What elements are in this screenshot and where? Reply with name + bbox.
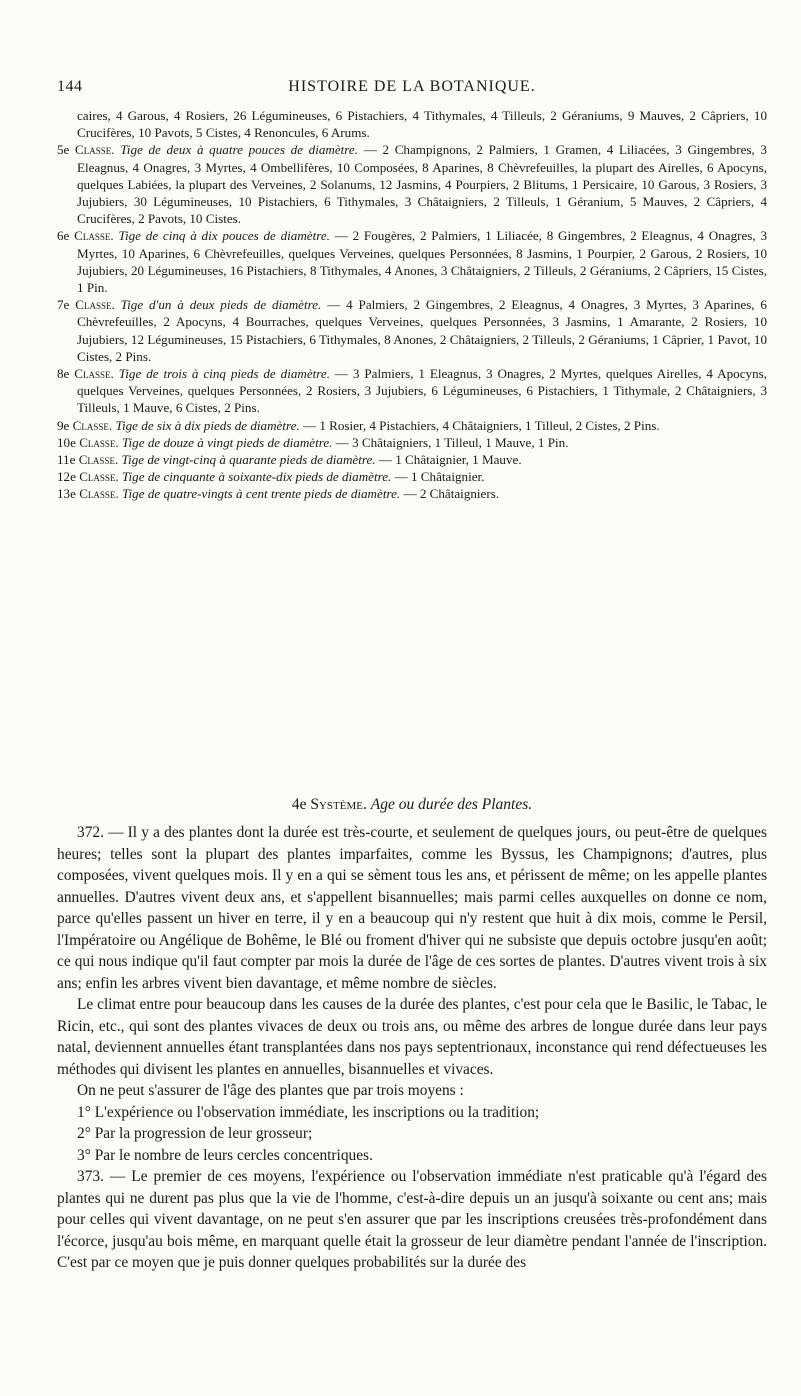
section-number: 4e — [291, 796, 307, 813]
class-number: 5e — [57, 142, 70, 158]
body-text — [57, 822, 767, 1274]
paragraph: 373. — Le premier de ces moyens, l'expérience ou l'observation immédiate n'est praticable qu'à l'égard des plantes qui ne durent pas plus que la vie de l'homme, c'est-à-dire depuis un an jusqu'à soixante ou cent ans; mais pour celles qui vivent davantage, on ne peut s'en assurer que par les inscriptions creusées très-profondément dans l'écorce, jusqu'au bois même, en marquant quelle était la grosseur de leur diamètre pendant l'année de l'inscription. C'est par ce moyen que je puis donner quelques probabilités sur la durée des — [57, 1168, 767, 1271]
class-text: — 1 Châtaignier, 1 Mauve. — [378, 452, 522, 468]
class-label: Classe. — [74, 228, 114, 244]
class-entry — [57, 485, 767, 502]
paragraph: Le climat entre pour beaucoup dans les causes de la durée des plantes, c'est pour cela que le Basilic, le Tabac, le Ricin, etc., qui sont des plantes vivaces de deux ou trois ans, ou même des arbres de longue durée dans leur pays natal, deviennent annuelles étant transplantées dans nos pays septentrionaux, inconstance qui rend défectueuses les méthodes qui divisent les plantes en annuelles, bisannuelles et vivaces. — [57, 996, 767, 1078]
class-title: Tige de deux à quatre pouces de diamètre. — [120, 142, 358, 158]
class-label: Classe. — [72, 417, 113, 433]
class-entry — [57, 468, 767, 485]
class-entry — [57, 227, 767, 296]
class-number: 6e — [57, 228, 70, 244]
class-title: Tige d'un à deux pieds de diamètre. — [120, 297, 322, 313]
class-entry — [57, 417, 767, 434]
class-text: — 1 Rosier, 4 Pistachiers, 4 Châtaigniers, 1 Tilleul, 2 Cistes, 2 Pins. — [302, 417, 660, 433]
class-title: Tige de six à dix pieds de diamètre. — [115, 417, 300, 433]
class-entry — [57, 365, 767, 417]
class-text: — 3 Palmiers, 1 Eleagnus, 3 Onagres, 2 Myrtes, quelques Airelles, 4 Apocyns, quelques Verveines, quelques Personnées, 2 Rosiers, 3 Jujubiers, 6 Légumineuses, 6 Pistachiers, 1 Tithymale, 2 Châtaigniers, 3 Tilleuls, 1 Mauve, 6 Cistes, 2 Pins. — [77, 366, 767, 416]
class-text: — 2 Châtaigniers. — [403, 486, 500, 502]
paragraph: 1° L'expérience ou l'observation immédiate, les inscriptions ou la tradition; — [77, 1103, 540, 1121]
section-heading — [57, 796, 767, 814]
page-number: 144 — [57, 78, 83, 95]
class-entry — [57, 296, 767, 365]
class-text: — 3 Châtaigniers, 1 Tilleul, 1 Mauve, 1 Pin. — [335, 434, 569, 450]
section-label: Système. — [310, 796, 367, 813]
paragraph: 3° Par le nombre de leurs cercles concentriques. — [77, 1146, 373, 1164]
class-text: — 4 Palmiers, 2 Gingembres, 2 Eleagnus, 4 Onagres, 3 Myrtes, 3 Aparines, 6 Chèvrefeuilles, 2 Apocyns, 4 Bourraches, quelques Verveines, quelques Personnées, 3 Jasmins, 1 Amarante, 2 Rosiers, 10 Jujubiers, 12 Légumineuses, 15 Pistachiers, 6 Tithymales, 8 Anones, 2 Châtaigniers, 2 Tilleuls, 2 Géraniums, 1 Câprier, 1 Pavot, 10 Cistes, 2 Pins. — [77, 297, 767, 364]
class-number: 10e — [57, 434, 76, 450]
class-label: Classe. — [79, 434, 119, 450]
page-header — [57, 78, 767, 100]
class-text: — 1 Châtaignier. — [394, 469, 485, 485]
class-entry — [57, 451, 767, 468]
class-number: 7e — [57, 297, 70, 313]
class-text: — 2 Champignons, 2 Palmiers, 1 Gramen, 4 Liliacées, 3 Gingembres, 3 Eleagnus, 4 Onagres, 3 Myrtes, 4 Ombellifères, 10 Composées, 8 Aparines, 8 Chèvrefeuilles, la plupart des Airelles, 6 Apocyns, quelques Labiées, la plupart des Verveines, 2 Solanums, 12 Jasmins, 4 Pourpiers, 2 Blitums, 1 Persicaire, 10 Garous, 3 Rosiers, 3 Jujubiers, 30 Légumineuses, 10 Pistachiers, 6 Tithymales, 3 Châtaigniers, 2 Tilleuls, 1 Géranium, 5 Mauves, 2 Câpriers, 4 Crucifères, 2 Pavots, 10 Cistes. — [77, 142, 767, 227]
class-number: 11e — [57, 452, 76, 468]
class-label: Classe. — [79, 486, 119, 502]
class-label: Classe. — [78, 452, 119, 468]
class-continuation: caires, 4 Garous, 4 Rosiers, 26 Légumineuses, 6 Pistachiers, 4 Tithymales, 4 Tilleuls, 2 Géraniums, 9 Mauves, 2 Câpriers, 10 Crucifères, 10 Pavots, 5 Cistes, 4 Renoncules, 6 Arums. — [77, 108, 767, 141]
class-number: 13e — [57, 486, 76, 502]
class-title: Tige de cinquante à soixante-dix pieds de diamètre. — [121, 469, 392, 485]
class-title: Tige de trois à cinq pieds de diamètre. — [118, 366, 330, 382]
paragraph: 2° Par la progression de leur grosseur; — [77, 1125, 313, 1142]
class-label: Classe. — [79, 469, 119, 485]
class-number: 12e — [57, 469, 76, 485]
class-title: Tige de cinq à dix pouces de diamètre. — [118, 228, 330, 244]
class-list — [57, 107, 767, 503]
class-label: Classe. — [75, 297, 115, 313]
paragraph: 372. — Il y a des plantes dont la durée est très-courte, et seulement de quelques jours, ou peut-être de quelques heures; telles sont la plupart des plantes imparfaites, comme les Byssus, les Champignons; d'autres, plus composées, vivent quelques mois. Il y en a qui se sèment tous les ans, et périssent de même; on les appelle plantes annuelles. D'autres vivent deux ans, et s'appellent bisannuelles; mais parmi celles auxquelles on donne ce nom, parce qu'elles passent un hiver en terre, il y en a beaucoup qui n'y restent que huit à dix mois, comme le Persil, l'Impératoire ou Angélique de Bohême, le Blé ou froment d'hiver qui ne subsiste que depuis octobre jusqu'en août; ce qui nous indique qu'il faut compter par mois la durée de l'âge de ces sortes de plantes. D'autres vivent trois à six ans; enfin les arbres vivent bien davantage, et même nombre de siècles. — [57, 824, 767, 992]
class-number: 9e — [57, 417, 70, 433]
class-label: Classe. — [74, 366, 114, 382]
class-number: 8e — [57, 366, 70, 382]
paragraph: On ne peut s'assurer de l'âge des plantes que par trois moyens : — [77, 1082, 464, 1099]
running-title: HISTOIRE DE LA BOTANIQUE. — [288, 78, 536, 95]
class-entry — [57, 434, 767, 451]
class-label: Classe. — [75, 142, 115, 158]
class-title: Tige de vingt-cinq à quarante pieds de diamètre. — [121, 452, 376, 468]
section-title: Age ou durée des Plantes. — [370, 796, 533, 813]
class-text: — 2 Fougères, 2 Palmiers, 1 Liliacée, 8 Gingembres, 2 Eleagnus, 4 Onagres, 3 Myrtes, 10 Aparines, 6 Chèvrefeuilles, quelques Verveines, quelques Personnées, 8 Jasmins, 1 Pourpier, 2 Garous, 2 Rosiers, 10 Jujubiers, 20 Légumineuses, 16 Pistachiers, 8 Tithymales, 4 Anones, 3 Châtaigniers, 2 Tilleuls, 2 Géraniums, 2 Câpriers, 15 Cistes, 1 Pin. — [77, 228, 767, 296]
class-title: Tige de quatre-vingts à cent trente pieds de diamètre. — [121, 486, 401, 502]
class-title: Tige de douze à vingt pieds de diamètre. — [121, 434, 333, 450]
class-entry — [57, 141, 767, 227]
